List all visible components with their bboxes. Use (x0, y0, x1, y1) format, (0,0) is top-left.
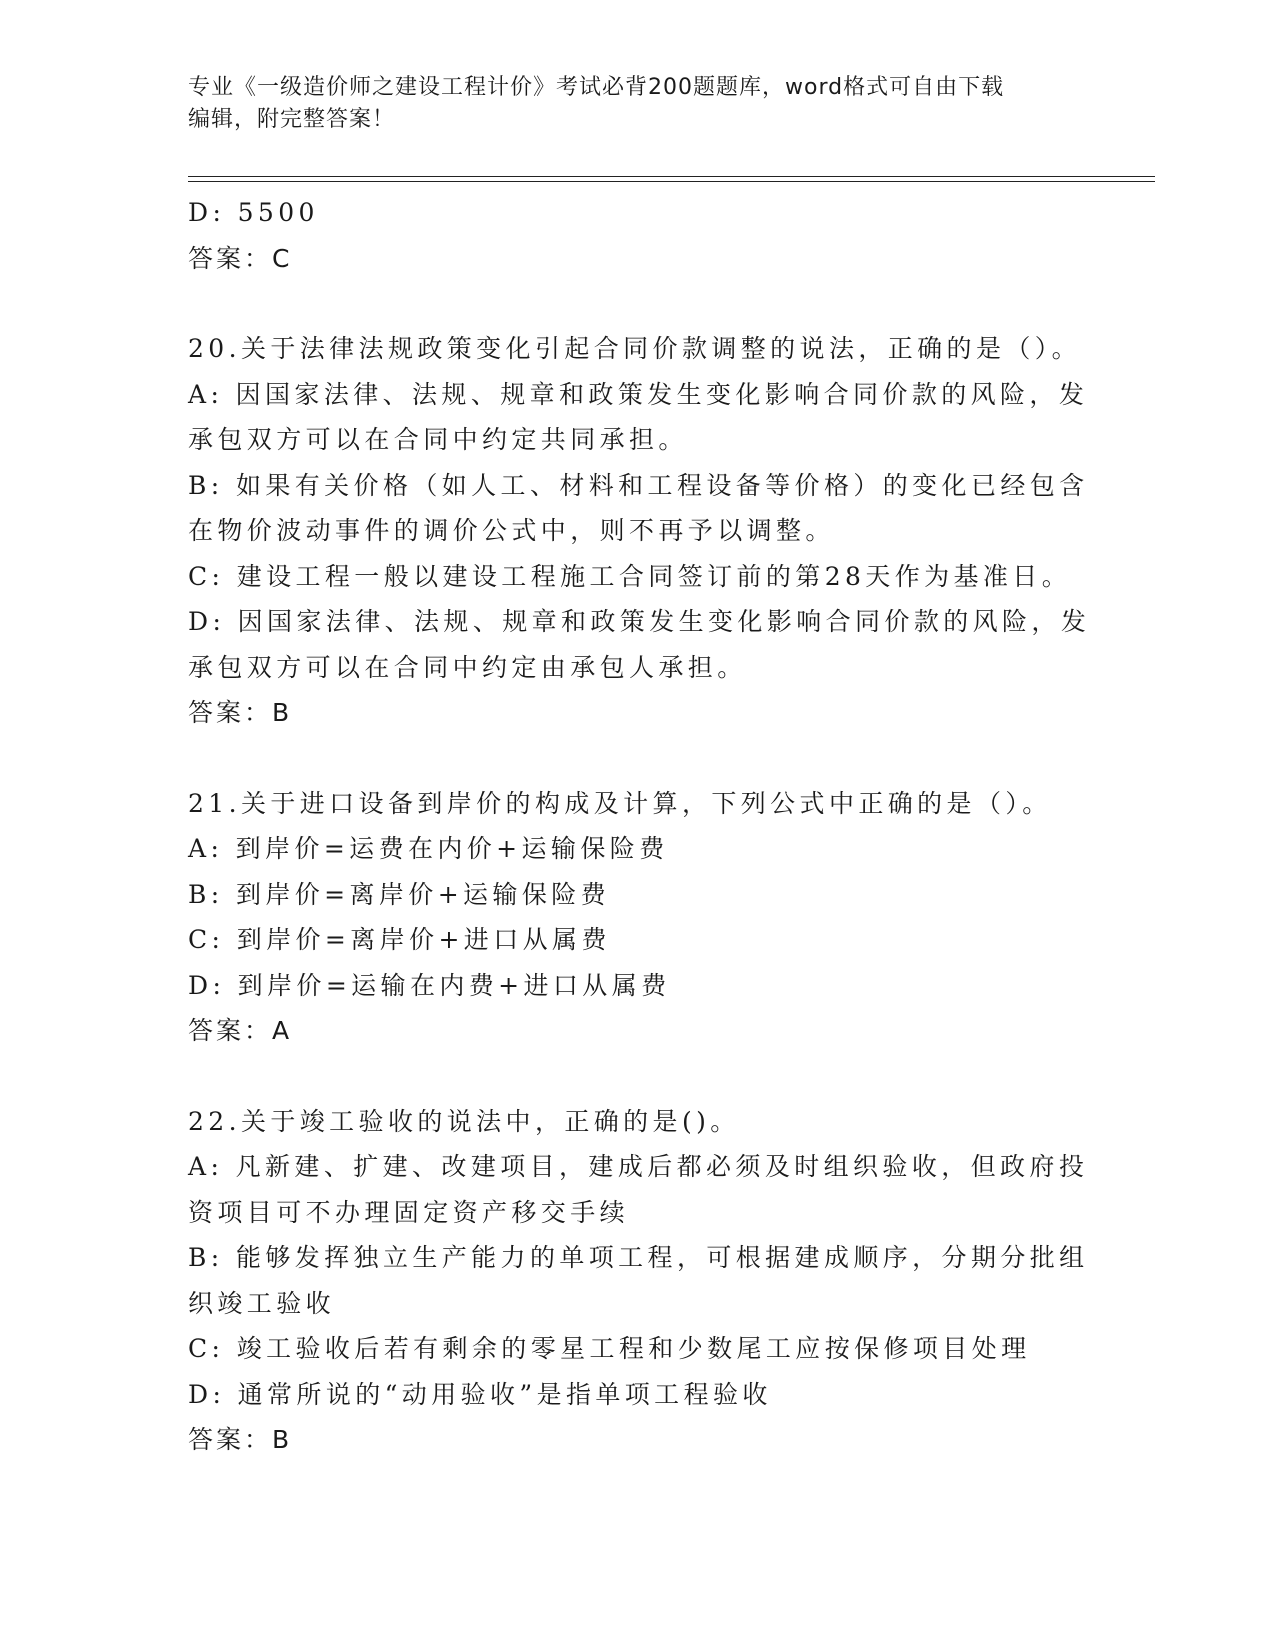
answer-line: 答案：B (188, 1425, 293, 1454)
answer-line: 答案：A (188, 1016, 293, 1045)
answer-line: 答案：C (188, 243, 293, 273)
option-b-line-1: B: 如果有关价格（如人工、材料和工程设备等价格）的变化已经包含 (188, 470, 1089, 500)
question-stem: 20.关于法律法规政策变化引起合同价款调整的说法，正确的是（）。 (188, 334, 1082, 363)
option-c: C: 建设工程一般以建设工程施工合同签订前的第28天作为基准日。 (188, 561, 1072, 591)
option-c: C: 到岸价=离岸价+进口从属费 (188, 925, 611, 954)
option-b-line-2: 织竣工验收 (188, 1288, 336, 1318)
spacer (188, 1054, 1078, 1099)
previous-question-tail (188, 190, 1078, 281)
option-a-line-2: 资项目可不办理固定资产移交手续 (188, 1197, 630, 1227)
option-b-line-1: B: 能够发挥独立生产能力的单项工程，可根据建成顺序，分期分批组 (188, 1243, 1089, 1272)
option-d-line-2: 承包双方可以在合同中约定由承包人承担。 (188, 652, 747, 682)
option-d-line-1: D: 因国家法律、法规、规章和政策发生变化影响合同价款的风险，发 (188, 607, 1091, 636)
header-rule-top (188, 176, 1155, 177)
question-content (188, 190, 1091, 1463)
question-stem: 21.关于进口设备到岸价的构成及计算，下列公式中正确的是（）。 (188, 788, 1052, 818)
option-a-line-2: 承包双方可以在合同中约定共同承担。 (188, 425, 688, 454)
option-a-line-1: A: 凡新建、扩建、改建项目，建成后都必须及时组织验收，但政府投 (188, 1152, 1089, 1181)
option-d: D: 到岸价=运输在内费+进口从属费 (188, 970, 671, 1000)
option-d: D: 通常所说的“动用验收”是指单项工程验收 (188, 1379, 772, 1409)
question-22 (188, 1099, 1089, 1463)
header-rule-bottom (188, 181, 1155, 182)
header-line-2: 编辑，附完整答案！ (188, 107, 396, 132)
answer-line: 答案：B (188, 698, 293, 727)
spacer (188, 281, 1078, 326)
question-21 (188, 781, 1078, 1054)
option-a-line-1: A: 因国家法律、法规、规章和政策发生变化影响合同价款的风险，发 (188, 379, 1089, 409)
question-stem: 22.关于竣工验收的说法中，正确的是()。 (188, 1106, 740, 1136)
option-d: D: 5500 (188, 198, 319, 227)
header-line-1: 专业《一级造价师之建设工程计价》考试必背200题题库，word格式可自由下载 (188, 75, 1005, 100)
option-c: C: 竣工验收后若有剩余的零星工程和少数尾工应按保修项目处理 (188, 1334, 1031, 1363)
option-a: A: 到岸价=运费在内价+运输保险费 (188, 834, 669, 863)
page-header (188, 72, 1068, 136)
option-b-line-2: 在物价波动事件的调价公式中，则不再予以调整。 (188, 516, 835, 545)
spacer (188, 736, 1078, 781)
question-20 (188, 326, 1091, 736)
option-b: B: 到岸价=离岸价+运输保险费 (188, 879, 611, 909)
